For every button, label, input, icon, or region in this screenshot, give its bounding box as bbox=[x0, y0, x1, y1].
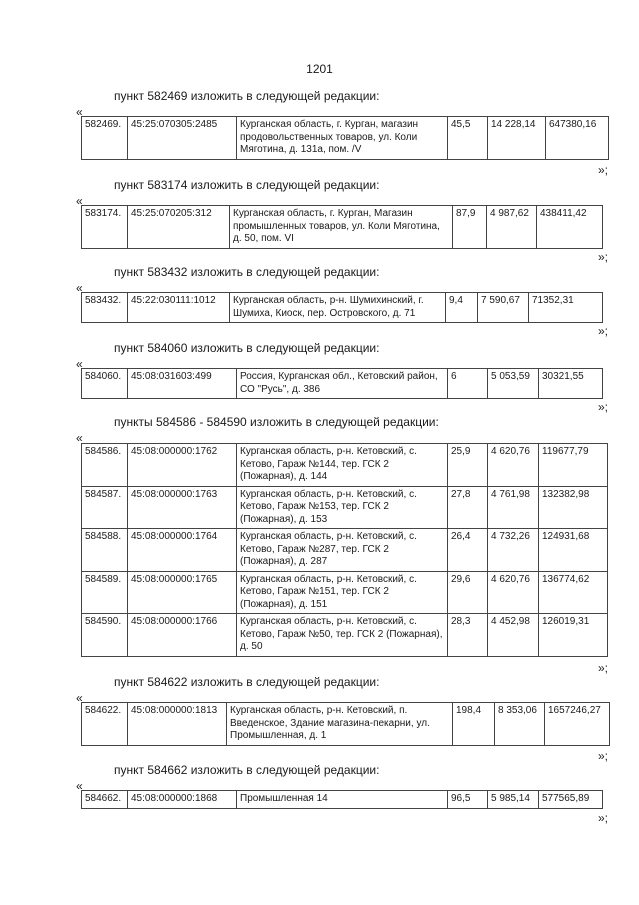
cadastral-value-cell: 647380,16 bbox=[546, 117, 609, 160]
open-quote-mark: « bbox=[76, 691, 83, 705]
cadastral-number-cell: 45:08:031603:499 bbox=[128, 369, 237, 399]
cadastral-value-cell: 136774,62 bbox=[539, 571, 608, 614]
cadastral-number-cell: 45:25:070305:2485 bbox=[128, 117, 237, 160]
rate-cell: 5 053,59 bbox=[488, 369, 539, 399]
cadastral-value-cell: 30321,55 bbox=[539, 369, 603, 399]
table-row bbox=[82, 703, 610, 746]
close-quote-mark: »; bbox=[597, 400, 608, 414]
table-row bbox=[82, 369, 603, 399]
amendment-heading: пункт 584662 изложить в следующей редакции: bbox=[114, 763, 380, 777]
open-quote-mark: « bbox=[76, 281, 83, 295]
amendment-heading: пункт 583174 изложить в следующей редакции: bbox=[114, 178, 380, 192]
rate-cell: 8 353,06 bbox=[495, 703, 545, 746]
address-cell: Курганская область, р-н. Кетовский, с. Кетово, Гараж №153, тер. ГСК 2 (Пожарная), д. 153 bbox=[237, 486, 448, 529]
amendment-table bbox=[81, 116, 609, 160]
row-number-cell: 583432. bbox=[82, 293, 128, 323]
area-cell: 45,5 bbox=[448, 117, 488, 160]
cadastral-value-cell: 126019,31 bbox=[539, 614, 608, 657]
row-number-cell: 584587. bbox=[82, 486, 128, 529]
close-quote-mark: »; bbox=[597, 811, 608, 825]
row-number-cell: 584588. bbox=[82, 529, 128, 572]
address-cell: Россия, Курганская обл., Кетовский район, СО "Русь", д. 386 bbox=[237, 369, 448, 399]
cadastral-number-cell: 45:25:070205:312 bbox=[128, 206, 230, 249]
amendment-heading: пункт 583432 изложить в следующей редакции: bbox=[114, 265, 380, 279]
amendment-heading: пункт 582469 изложить в следующей редакции: bbox=[114, 89, 380, 103]
row-number-cell: 584622. bbox=[82, 703, 128, 746]
table-row bbox=[82, 791, 603, 809]
cadastral-number-cell: 45:08:000000:1765 bbox=[128, 571, 237, 614]
close-quote-mark: »; bbox=[597, 324, 608, 338]
cadastral-number-cell: 45:08:000000:1766 bbox=[128, 614, 237, 657]
open-quote-mark: « bbox=[76, 357, 83, 371]
amendment-heading: пункт 584622 изложить в следующей редакции: bbox=[114, 675, 380, 689]
address-cell: Курганская область, р-н. Кетовский, с. Кетово, Гараж №151, тер. ГСК 2 (Пожарная), д. 151 bbox=[237, 571, 448, 614]
rate-cell: 7 590,67 bbox=[478, 293, 529, 323]
amendment-table bbox=[81, 292, 603, 323]
rate-cell: 4 620,76 bbox=[488, 571, 539, 614]
page-number: 1201 bbox=[306, 62, 333, 76]
table-row bbox=[82, 529, 608, 572]
cadastral-value-cell: 438411,42 bbox=[537, 206, 603, 249]
address-cell: Промышленная 14 bbox=[237, 791, 448, 809]
amendment-table bbox=[81, 368, 603, 399]
amendment-heading: пункты 584586 - 584590 изложить в следующей редакции: bbox=[114, 415, 439, 429]
cadastral-value-cell: 71352,31 bbox=[529, 293, 603, 323]
open-quote-mark: « bbox=[76, 779, 83, 793]
amendment-table bbox=[81, 702, 610, 746]
cadastral-number-cell: 45:08:000000:1764 bbox=[128, 529, 237, 572]
address-cell: Курганская область, р-н. Кетовский, с. Кетово, Гараж №50, тер. ГСК 2 (Пожарная), д. 50 bbox=[237, 614, 448, 657]
rate-cell: 4 987,62 bbox=[487, 206, 537, 249]
amendment-table bbox=[81, 205, 603, 249]
area-cell: 27,8 bbox=[448, 486, 488, 529]
row-number-cell: 584589. bbox=[82, 571, 128, 614]
cadastral-value-cell: 132382,98 bbox=[539, 486, 608, 529]
cadastral-value-cell: 1657246,27 bbox=[545, 703, 610, 746]
address-cell: Курганская область, р-н. Кетовский, п. Введенское, Здание магазина-пекарни, ул. Промышленная, д. 1 bbox=[227, 703, 453, 746]
cadastral-number-cell: 45:08:000000:1762 bbox=[128, 444, 237, 487]
rate-cell: 4 452,98 bbox=[488, 614, 539, 657]
open-quote-mark: « bbox=[76, 105, 83, 119]
rate-cell: 5 985,14 bbox=[488, 791, 539, 809]
close-quote-mark: »; bbox=[597, 749, 608, 763]
row-number-cell: 583174. bbox=[82, 206, 128, 249]
cadastral-number-cell: 45:08:000000:1813 bbox=[128, 703, 227, 746]
close-quote-mark: »; bbox=[597, 163, 608, 177]
cadastral-value-cell: 124931,68 bbox=[539, 529, 608, 572]
rate-cell: 14 228,14 bbox=[488, 117, 546, 160]
close-quote-mark: »; bbox=[597, 250, 608, 264]
cadastral-number-cell: 45:08:000000:1763 bbox=[128, 486, 237, 529]
area-cell: 26,4 bbox=[448, 529, 488, 572]
amendment-table bbox=[81, 790, 603, 809]
area-cell: 9,4 bbox=[446, 293, 478, 323]
rate-cell: 4 620,76 bbox=[488, 444, 539, 487]
address-cell: Курганская область, р-н. Шумихинский, г. Шумиха, Киоск, пер. Островского, д. 71 bbox=[230, 293, 446, 323]
cadastral-value-cell: 577565,89 bbox=[539, 791, 603, 809]
table-row bbox=[82, 614, 608, 657]
open-quote-mark: « bbox=[76, 431, 83, 445]
address-cell: Курганская область, г. Курган, Магазин промышленных товаров, ул. Коли Мяготина, д. 50, пом. VI bbox=[230, 206, 453, 249]
amendment-heading: пункт 584060 изложить в следующей редакции: bbox=[114, 341, 380, 355]
close-quote-mark: »; bbox=[597, 661, 608, 675]
address-cell: Курганская область, р-н. Кетовский, с. Кетово, Гараж №287, тер. ГСК 2 (Пожарная), д. 287 bbox=[237, 529, 448, 572]
table-row bbox=[82, 293, 603, 323]
table-row bbox=[82, 206, 603, 249]
area-cell: 87,9 bbox=[453, 206, 487, 249]
address-cell: Курганская область, р-н. Кетовский, с. Кетово, Гараж №144, тер. ГСК 2 (Пожарная), д. 144 bbox=[237, 444, 448, 487]
row-number-cell: 584586. bbox=[82, 444, 128, 487]
table-row bbox=[82, 486, 608, 529]
rate-cell: 4 732,26 bbox=[488, 529, 539, 572]
table-row bbox=[82, 444, 608, 487]
row-number-cell: 584060. bbox=[82, 369, 128, 399]
table-row bbox=[82, 117, 609, 160]
cadastral-number-cell: 45:22:030111:1012 bbox=[128, 293, 230, 323]
rate-cell: 4 761,98 bbox=[488, 486, 539, 529]
row-number-cell: 584662. bbox=[82, 791, 128, 809]
area-cell: 6 bbox=[448, 369, 488, 399]
amendment-table bbox=[81, 443, 608, 657]
area-cell: 29,6 bbox=[448, 571, 488, 614]
cadastral-value-cell: 119677,79 bbox=[539, 444, 608, 487]
row-number-cell: 582469. bbox=[82, 117, 128, 160]
area-cell: 96,5 bbox=[448, 791, 488, 809]
area-cell: 28,3 bbox=[448, 614, 488, 657]
table-row bbox=[82, 571, 608, 614]
cadastral-number-cell: 45:08:000000:1868 bbox=[128, 791, 237, 809]
area-cell: 25,9 bbox=[448, 444, 488, 487]
row-number-cell: 584590. bbox=[82, 614, 128, 657]
address-cell: Курганская область, г. Курган, магазин продовольственных товаров, ул. Коли Мяготина, д. 131а, пом. /V bbox=[237, 117, 448, 160]
area-cell: 198,4 bbox=[453, 703, 495, 746]
open-quote-mark: « bbox=[76, 194, 83, 208]
